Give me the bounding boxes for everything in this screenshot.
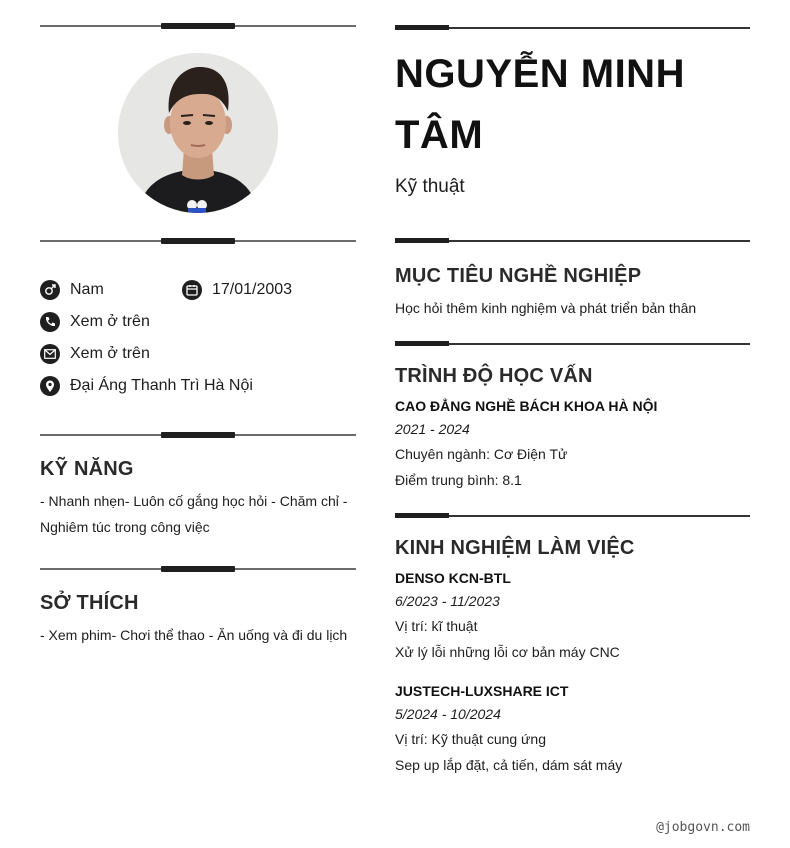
- divider: [395, 238, 750, 244]
- gender-value: Nam: [70, 281, 104, 298]
- location-pin-icon: [40, 376, 60, 396]
- objective-title: MỤC TIÊU NGHỀ NGHIỆP: [395, 265, 642, 287]
- job-description: Xử lý lỗi những lỗi cơ bản máy CNC: [395, 644, 620, 660]
- job-company: DENSO KCN-BTL: [395, 570, 511, 586]
- skills-text: - Nhanh nhẹn- Luôn cố gắng học hỏi - Chăm chỉ - Nghiêm túc trong công việc: [40, 493, 348, 535]
- divider: [395, 25, 750, 31]
- info-email: [40, 344, 150, 364]
- divider: [40, 22, 356, 30]
- skills-title: KỸ NĂNG: [40, 458, 134, 480]
- birthdate-value: 17/01/2003: [212, 281, 293, 298]
- divider: [395, 513, 750, 519]
- email-value: Xem ở trên: [70, 345, 150, 362]
- info-birthdate: [182, 280, 292, 300]
- divider: [40, 565, 356, 573]
- info-phone: [40, 312, 150, 332]
- phone-value: Xem ở trên: [70, 313, 150, 330]
- experience-title: KINH NGHIỆM LÀM VIỆC: [395, 537, 635, 559]
- candidate-role: Kỹ thuật: [395, 176, 465, 197]
- job-company: JUSTECH-LUXSHARE ICT: [395, 683, 569, 699]
- info-address: [40, 376, 253, 396]
- info-gender: [40, 280, 104, 300]
- candidate-name: NGUYỄN MINH TÂM: [395, 52, 685, 157]
- education-gpa: Điểm trung bình: 8.1: [395, 472, 522, 488]
- education-school: CAO ĐẲNG NGHỀ BÁCH KHOA HÀ NỘI: [395, 398, 658, 414]
- objective-text: Học hỏi thêm kinh nghiệm và phát triển bản thân: [395, 300, 697, 316]
- job-position: Vị trí: kĩ thuật: [395, 618, 478, 634]
- divider: [40, 237, 356, 245]
- job-position: Vị trí: Kỹ thuật cung ứng: [395, 731, 547, 747]
- watermark: @jobgovn.com: [656, 820, 750, 835]
- job-period: 6/2023 - 11/2023: [395, 593, 500, 609]
- job-period: 5/2024 - 10/2024: [395, 706, 501, 722]
- phone-icon: [40, 312, 60, 332]
- divider: [395, 341, 750, 347]
- job-description: Sep up lắp đặt, cả tiến, dám sát máy: [395, 757, 623, 773]
- education-major: Chuyên ngành: Cơ Điện Tử: [395, 446, 568, 462]
- hobbies-text: - Xem phim- Chơi thể thao - Ăn uống và đi du lịch: [40, 627, 348, 643]
- mail-icon: [40, 344, 60, 364]
- calendar-icon: [182, 280, 202, 300]
- divider: [40, 431, 356, 439]
- education-title: TRÌNH ĐỘ HỌC VẤN: [395, 365, 593, 387]
- hobbies-title: SỞ THÍCH: [40, 592, 139, 614]
- education-period: 2021 - 2024: [395, 421, 470, 437]
- avatar: [118, 53, 278, 213]
- gender-icon: [40, 280, 60, 300]
- avatar-photo: [118, 53, 278, 213]
- address-value: Đại Áng Thanh Trì Hà Nội: [70, 377, 253, 394]
